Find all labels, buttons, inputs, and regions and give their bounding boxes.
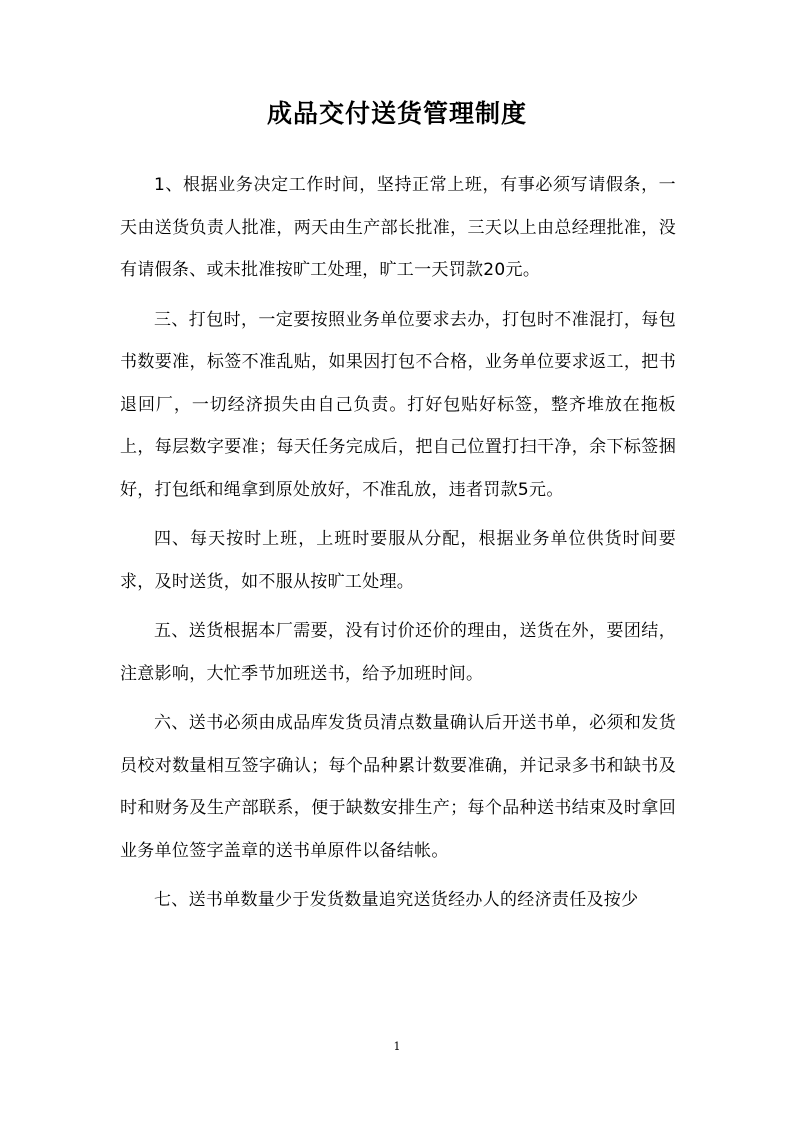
document-title: 成品交付送货管理制度 [266,99,527,128]
paragraph-7: 七、送书单数量少于发货数量追究送货经办人的经济责任及按少 [154,890,639,910]
paragraph-4: 四、每天按时上班，上班时要服从分配，根据业务单位供货时间要求，及时送货，如不服从按旷工处理。 [120,529,676,592]
document-body [120,164,676,929]
paragraph-3: 三、打包时，一定要按照业务单位要求去办，打包时不准混打，每包书数要准，标签不准乱贴，如果因打包不合格，业务单位要求返工，把书退回厂，一切经济损失由自己负责。打好包贴好标签，整齐堆放在拖板上，每层数字要准；每天任务完成后，把自己位置打扫干净，余下标签捆好，打包纸和绳拿到原处放好，不准乱放，违者罚款5元。 [120,309,676,500]
paragraph-6: 六、送书必须由成品库发货员清点数量确认后开送书单，必须和发货员校对数量相互签字确认；每个品种累计数要准确，并记录多书和缺书及时和财务及生产部联系，便于缺数安排生产；每个品种送书结束及时拿回业务单位签字盖章的送书单原件以备结帐。 [120,713,676,861]
paragraph-5: 五、送货根据本厂需要，没有讨价还价的理由，送货在外，要团结，注意影响，大忙季节加班送书，给予加班时间。 [120,621,676,684]
page-number: 1 [393,1040,401,1053]
paragraph-1: 1、根据业务决定工作时间，坚持正常上班，有事必须写请假条，一天由送货负责人批准，两天由生产部长批准，三天以上由总经理批准，没有请假条、或未批准按旷工处理，旷工一天罚款20元。 [120,175,676,280]
